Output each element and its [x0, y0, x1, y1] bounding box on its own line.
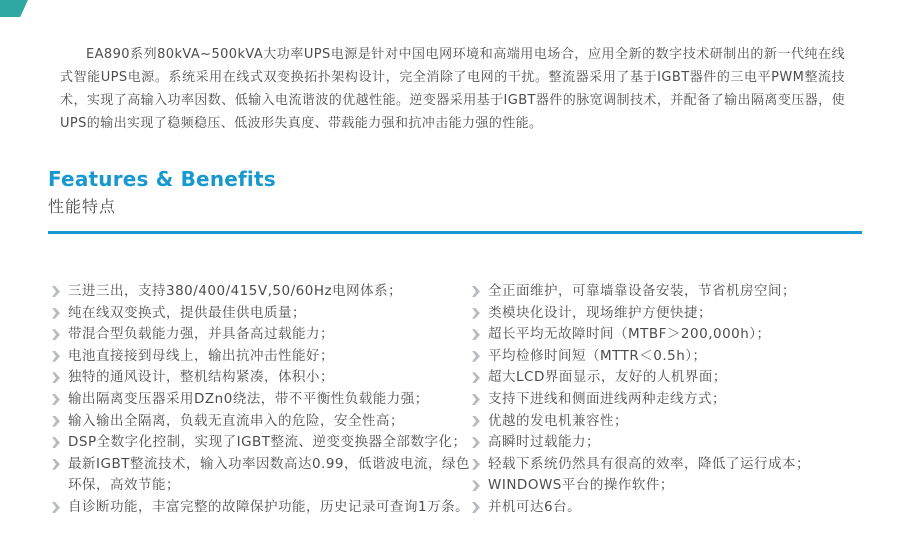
feature-text: 支持下进线和侧面进线两种走线方式；	[488, 390, 726, 407]
feature-item	[52, 454, 472, 497]
feature-item	[52, 367, 472, 389]
feature-item	[472, 497, 892, 519]
chevron-bullet-icon	[472, 329, 480, 340]
intro-paragraph: EA890系列80kVA~500kVA大功率UPS电源是针对中国电网环境和高端用电场合，应用全新的数字技术研制出的新一代纯在线式智能UPS电源。系统采用在线式双变换拓扑架构设计，完全消除了电网的干扰。整流器采用了基于IGBT器件的三电平PWM整流技术，实现了高输入功率因数、低输入电流谐波的优越性能。逆变器采用基于IGBT器件的脉宽调制技术，并配备了输出隔离变压器，使UPS的输出实现了稳频稳压、低波形失真度、带载能力强和抗冲击能力强的性能。	[60, 47, 845, 131]
feature-column-right	[472, 281, 892, 519]
section-title-en: Features & Benefits	[48, 167, 276, 191]
feature-text: 输出隔离变压器采用DZn0绕法，带不平衡性负载能力强；	[68, 390, 429, 407]
section-title-zh: 性能特点	[48, 197, 117, 216]
chevron-bullet-icon	[52, 372, 60, 383]
feature-text: 类模块化设计，现场维护方便快捷；	[488, 304, 712, 321]
feature-item	[472, 411, 892, 433]
feature-item	[472, 475, 892, 497]
feature-text: 全正面维护，可靠墙靠设备安装，节省机房空间；	[488, 283, 796, 299]
feature-text: 平均检修时间短（MTTR＜0.5h）；	[488, 347, 707, 364]
feature-column-left	[52, 281, 472, 519]
feature-text: 超大LCD界面显示，友好的人机界面；	[488, 369, 727, 386]
section-header	[48, 167, 860, 217]
feature-text: 超长平均无故障时间（MTBF＞200,000h）；	[488, 326, 771, 343]
feature-item	[472, 324, 892, 346]
feature-text: DSP全数字化控制，实现了IGBT整流、逆变变换器全部数字化；	[68, 434, 467, 451]
feature-text: 独特的通风设计，整机结构紧凑，体积小；	[68, 369, 334, 386]
feature-text: 轻载下系统仍然具有很高的效率，降低了运行成本；	[488, 455, 810, 472]
intro-section	[0, 0, 905, 135]
feature-text: 电池直接接到母线上，输出抗冲击性能好；	[68, 347, 334, 364]
chevron-bullet-icon	[472, 459, 480, 470]
chevron-bullet-icon	[472, 394, 480, 405]
feature-item	[472, 454, 892, 476]
chevron-bullet-icon	[52, 308, 60, 319]
feature-text: 优越的发电机兼容性；	[488, 412, 628, 429]
feature-item	[52, 432, 472, 454]
feature-item	[472, 389, 892, 411]
chevron-bullet-icon	[472, 480, 480, 491]
chevron-bullet-icon	[472, 308, 480, 319]
feature-item	[52, 497, 472, 519]
feature-lists	[52, 281, 905, 519]
chevron-bullet-icon	[472, 437, 480, 448]
feature-text: 高瞬时过载能力；	[488, 434, 600, 451]
feature-item	[472, 432, 892, 454]
feature-item	[472, 281, 892, 303]
feature-text: 三进三出，支持380/400/415V,50/60Hz电网体系；	[68, 283, 403, 299]
chevron-bullet-icon	[52, 437, 60, 448]
feature-item	[472, 367, 892, 389]
chevron-bullet-icon	[472, 502, 480, 513]
feature-item	[52, 389, 472, 411]
feature-item	[52, 281, 472, 303]
feature-text: 最新IGBT整流技术，输入功率因数高达0.99，低谐波电流，绿色环保，高效节能；	[68, 455, 471, 494]
section-divider-rule	[48, 231, 862, 234]
feature-item	[472, 303, 892, 325]
feature-item	[52, 303, 472, 325]
feature-text: 纯在线双变换式，提供最佳供电质量；	[68, 304, 306, 321]
feature-text: 输入输出全隔离，负载无直流串入的危险，安全性高；	[68, 412, 404, 429]
chevron-bullet-icon	[52, 416, 60, 427]
feature-text: 自诊断功能，丰富完整的故障保护功能，历史记录可查询1万条。	[68, 498, 470, 515]
feature-item	[52, 346, 472, 368]
chevron-bullet-icon	[472, 416, 480, 427]
feature-item	[52, 411, 472, 433]
chevron-bullet-icon	[472, 372, 480, 383]
feature-item	[472, 346, 892, 368]
chevron-bullet-icon	[52, 394, 60, 405]
chevron-bullet-icon	[52, 286, 60, 297]
chevron-bullet-icon	[52, 459, 60, 470]
chevron-bullet-icon	[472, 286, 480, 297]
chevron-bullet-icon	[52, 502, 60, 513]
feature-item	[52, 324, 472, 346]
feature-text: 并机可达6台。	[488, 498, 582, 515]
feature-text: WINDOWS平台的操作软件；	[488, 477, 674, 494]
chevron-bullet-icon	[52, 351, 60, 362]
feature-text: 带混合型负载能力强，并具备高过载能力；	[68, 326, 334, 343]
chevron-bullet-icon	[472, 351, 480, 362]
chevron-bullet-icon	[52, 329, 60, 340]
